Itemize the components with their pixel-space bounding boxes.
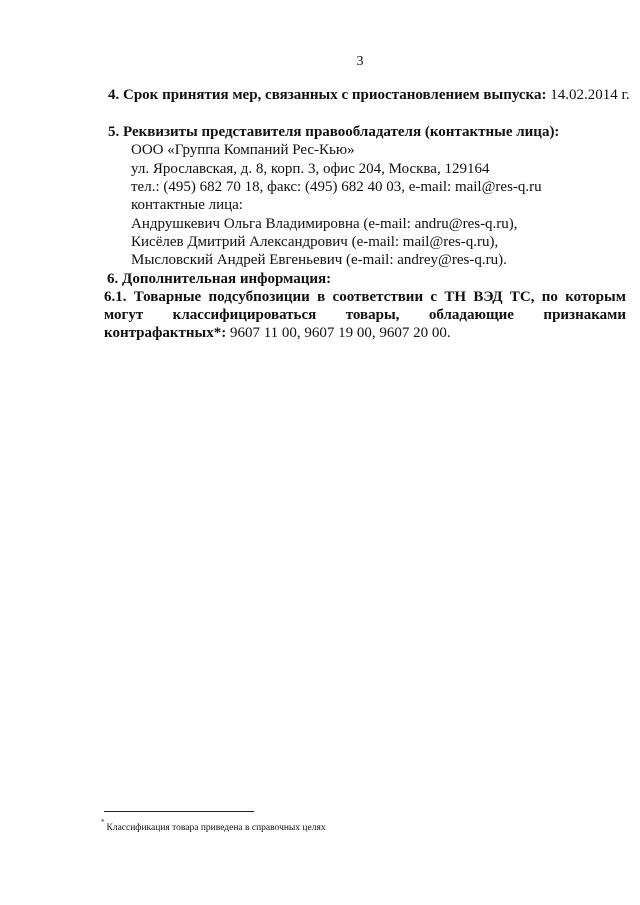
page-number: 3: [356, 54, 364, 69]
paragraph-word: ВЭД: [473, 289, 503, 305]
subsection-6-1-line-3: [104, 324, 451, 342]
contact-person: Кисёлев Дмитрий Александрович (e-mail: mail@res-q.ru),: [131, 234, 499, 250]
hs-codes: 9607 11 00, 9607 19 00, 9607 20 00.: [229, 325, 451, 341]
paragraph-bold-term: контрафактных*:: [104, 325, 227, 341]
footnote: [101, 818, 326, 834]
paragraph-word: подсубпозиции: [208, 289, 310, 305]
footnote-text: Классификация товара приведена в справочных целях: [106, 823, 326, 834]
section-5-heading: Реквизиты представителя правообладателя (контактные лица):: [123, 124, 560, 140]
paragraph-word: классифицироваться: [172, 307, 317, 323]
section-6-number: 6.: [107, 271, 119, 287]
subsection-6-1-number: 6.1.: [104, 289, 127, 305]
section-5-number: 5.: [108, 124, 120, 140]
paragraph-word: по: [541, 289, 558, 305]
contact-person: Андрушкевич Ольга Владимировна (e-mail: andru@res-q.ru),: [131, 216, 518, 232]
paragraph-word: могут: [104, 307, 144, 323]
footnote-marker: *: [101, 818, 105, 826]
section-4: [108, 86, 630, 104]
company-name: ООО «Группа Компаний Рес-Кью»: [131, 142, 355, 158]
paragraph-word: признаками: [543, 307, 626, 323]
company-phone-line: тел.: (495) 682 70 18, факс: (495) 682 40 03, e-mail: mail@res-q.ru: [131, 179, 542, 195]
paragraph-word: которым: [565, 289, 626, 305]
section-5-heading-line: [108, 123, 559, 141]
section-4-value: 14.02.2014 г.: [550, 87, 630, 103]
paragraph-word: Товарные: [133, 289, 202, 305]
section-4-number: 4.: [108, 87, 120, 103]
paragraph-word: в: [317, 289, 326, 305]
subsection-6-1-line-1: [104, 288, 626, 306]
footnote-rule: [104, 811, 254, 812]
subsection-6-1-line-2: [104, 306, 626, 324]
paragraph-word: с: [430, 289, 438, 305]
paragraph-word: товары,: [345, 307, 400, 323]
contact-person: Мысловский Андрей Евгеньевич (e-mail: andrey@res-q.ru).: [131, 252, 507, 268]
company-address: ул. Ярославская, д. 8, корп. 3, офис 204, Москва, 129164: [131, 161, 490, 177]
section-4-heading: Срок принятия мер, связанных с приостановлением выпуска:: [123, 87, 547, 103]
section-6-heading: Дополнительная информация:: [122, 271, 332, 287]
paragraph-word: ТН: [444, 289, 467, 305]
section-6-heading-line: [107, 270, 331, 288]
paragraph-word: обладающие: [428, 307, 514, 323]
paragraph-word: ТС,: [509, 289, 535, 305]
contacts-label: контактные лица:: [131, 197, 243, 213]
paragraph-word: соответствии: [332, 289, 424, 305]
